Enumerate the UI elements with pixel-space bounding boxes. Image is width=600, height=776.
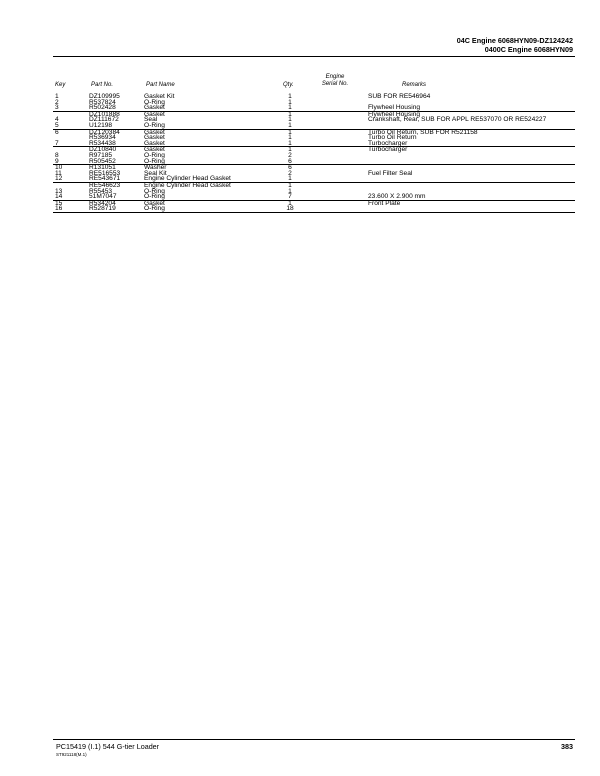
column-header-serial (318, 74, 352, 88)
footer-document-info: PC15419 (I.1) 544 G-tier Loader (56, 742, 160, 751)
column-header-part-no: Part No. (91, 82, 114, 88)
part-name-cell: Gasket (144, 139, 165, 147)
parts-table (0, 94, 600, 213)
qty-cell: 6 (288, 157, 292, 165)
key-cell: 16 (55, 205, 63, 213)
key-cell: 11 (55, 169, 62, 177)
key-cell: 8 (55, 151, 59, 159)
qty-cell: 1 (288, 116, 292, 124)
key-cell: 3 (55, 104, 59, 112)
page-header-subtitle: 0400C Engine 6068HYN09 (484, 45, 573, 54)
part-number-cell: R131051 (89, 164, 116, 172)
footer-rule (53, 739, 575, 740)
part-number-cell: R536934 (89, 134, 116, 142)
part-number-cell: DZ111672 (89, 116, 119, 124)
qty-cell: 2 (288, 151, 292, 159)
part-number-cell: R502428 (89, 104, 116, 112)
qty-cell: 1 (288, 98, 292, 106)
part-name-cell: O-Ring (144, 205, 165, 213)
part-name-cell: O-Ring (144, 187, 165, 195)
qty-cell: 1 (288, 128, 292, 136)
part-name-cell: Gasket (144, 128, 165, 136)
column-header-serial-line1: Engine (325, 74, 345, 80)
remarks-cell: 23.600 X 2.900 mm (368, 193, 426, 201)
remarks-cell: Crankshaft, Rear, SUB FOR APPL RE537070 OR RE524227 (368, 116, 547, 124)
part-number-cell: DZ120384 (89, 128, 120, 136)
remarks-cell: Turbo Oil Return (368, 134, 417, 142)
footer-code: ST921118(M.1) (56, 752, 87, 757)
row-group (53, 183, 575, 201)
part-number-cell: RE516553 (89, 169, 121, 177)
part-number-cell: R55453 (89, 187, 113, 195)
column-header-serial-line2: Serial No. (321, 81, 349, 87)
qty-cell: 7 (288, 193, 292, 201)
qty-cell: 6 (288, 164, 292, 172)
qty-cell: 1 (288, 93, 292, 100)
key-cell: 12 (55, 175, 63, 183)
qty-cell: 1 (288, 181, 292, 189)
part-number-cell: 51M7047 (89, 193, 117, 201)
row-group (53, 165, 575, 183)
part-number-cell: U12198 (89, 121, 113, 129)
part-number-cell: DZ10840 (89, 146, 117, 154)
page-header-title: 04C Engine 6068HYN09-DZ124242 (456, 36, 573, 45)
part-name-cell: Gasket Kit (144, 93, 175, 100)
part-number-cell: DZ109995 (89, 93, 120, 100)
part-name-cell: O-Ring (144, 98, 165, 106)
part-number-cell: R528719 (89, 205, 116, 213)
row-group (53, 201, 575, 213)
remarks-cell: Turbocharger (368, 146, 408, 154)
remarks-cell: Flywheel Housing (368, 104, 421, 112)
part-number-cell: R537824 (89, 98, 116, 106)
remarks-cell: Front Plate (368, 199, 401, 207)
part-number-cell: R97185 (89, 151, 113, 159)
row-group (53, 112, 575, 130)
part-name-cell: Washer (144, 164, 167, 172)
part-name-cell: O-Ring (144, 151, 165, 159)
part-name-cell: O-Ring (144, 193, 165, 201)
table-row (0, 194, 600, 200)
key-cell: 5 (55, 121, 59, 129)
part-name-cell: Engine Cylinder Head Gasket (144, 181, 231, 189)
column-header-key: Key (55, 82, 66, 88)
key-cell: 15 (55, 199, 63, 207)
qty-cell: 1 (288, 139, 292, 147)
remarks-cell: Turbo Oil Return, SUB FOR R521158 (368, 128, 478, 136)
qty-cell: 1 (288, 199, 292, 207)
qty-cell: 2 (288, 169, 292, 177)
qty-cell: 18 (286, 205, 294, 213)
qty-cell: 1 (288, 175, 292, 183)
key-cell: 4 (55, 116, 59, 124)
part-name-cell: Gasket (144, 134, 165, 142)
row-group (53, 94, 575, 112)
qty-cell: 1 (288, 146, 292, 154)
key-cell: 2 (55, 98, 59, 106)
part-number-cell: R534438 (89, 139, 116, 147)
qty-cell: 1 (288, 187, 292, 195)
key-cell: 7 (55, 139, 59, 147)
remarks-cell: Turbocharger (368, 139, 408, 147)
table-row (0, 105, 600, 111)
table-row (0, 123, 600, 129)
remarks-cell: Fuel Filter Seal (368, 169, 413, 177)
key-cell: 14 (55, 193, 63, 201)
part-number-cell: R534204 (89, 199, 116, 207)
part-name-cell: Gasket (144, 110, 165, 118)
qty-cell: 1 (288, 104, 292, 112)
page-number: 383 (561, 742, 573, 751)
qty-cell: 1 (288, 121, 292, 129)
part-name-cell: Engine Cylinder Head Gasket (144, 175, 231, 183)
remarks-cell: Flywheel Housing (368, 110, 421, 118)
part-number-cell: RE546623 (89, 181, 121, 189)
row-group (53, 147, 575, 165)
column-header-part-name: Part Name (146, 82, 175, 88)
part-number-cell: RE543671 (89, 175, 121, 183)
remarks-cell: SUB FOR RE546964 (368, 93, 431, 100)
qty-cell: 1 (288, 134, 292, 142)
qty-cell: 1 (288, 110, 292, 118)
header-rule (53, 56, 575, 57)
key-cell: 9 (55, 157, 59, 165)
table-row (0, 206, 600, 212)
part-name-cell: Seal Kit (144, 169, 167, 177)
part-name-cell: O-Ring (144, 157, 165, 165)
key-cell: 6 (55, 128, 59, 136)
part-number-cell: DZ101888 (89, 110, 120, 118)
part-number-cell: R505452 (89, 157, 116, 165)
part-name-cell: Gasket (144, 104, 165, 112)
row-group (53, 130, 575, 148)
key-cell: 10 (55, 164, 63, 172)
part-name-cell: Seal (144, 116, 158, 124)
part-name-cell: O-Ring (144, 121, 165, 129)
part-name-cell: Gasket (144, 146, 165, 154)
part-name-cell: Gasket (144, 199, 165, 207)
column-header-remarks: Remarks (402, 82, 427, 88)
key-cell: 13 (55, 187, 63, 195)
column-header-qty: Qty. (283, 82, 294, 88)
key-cell: 1 (55, 93, 59, 100)
